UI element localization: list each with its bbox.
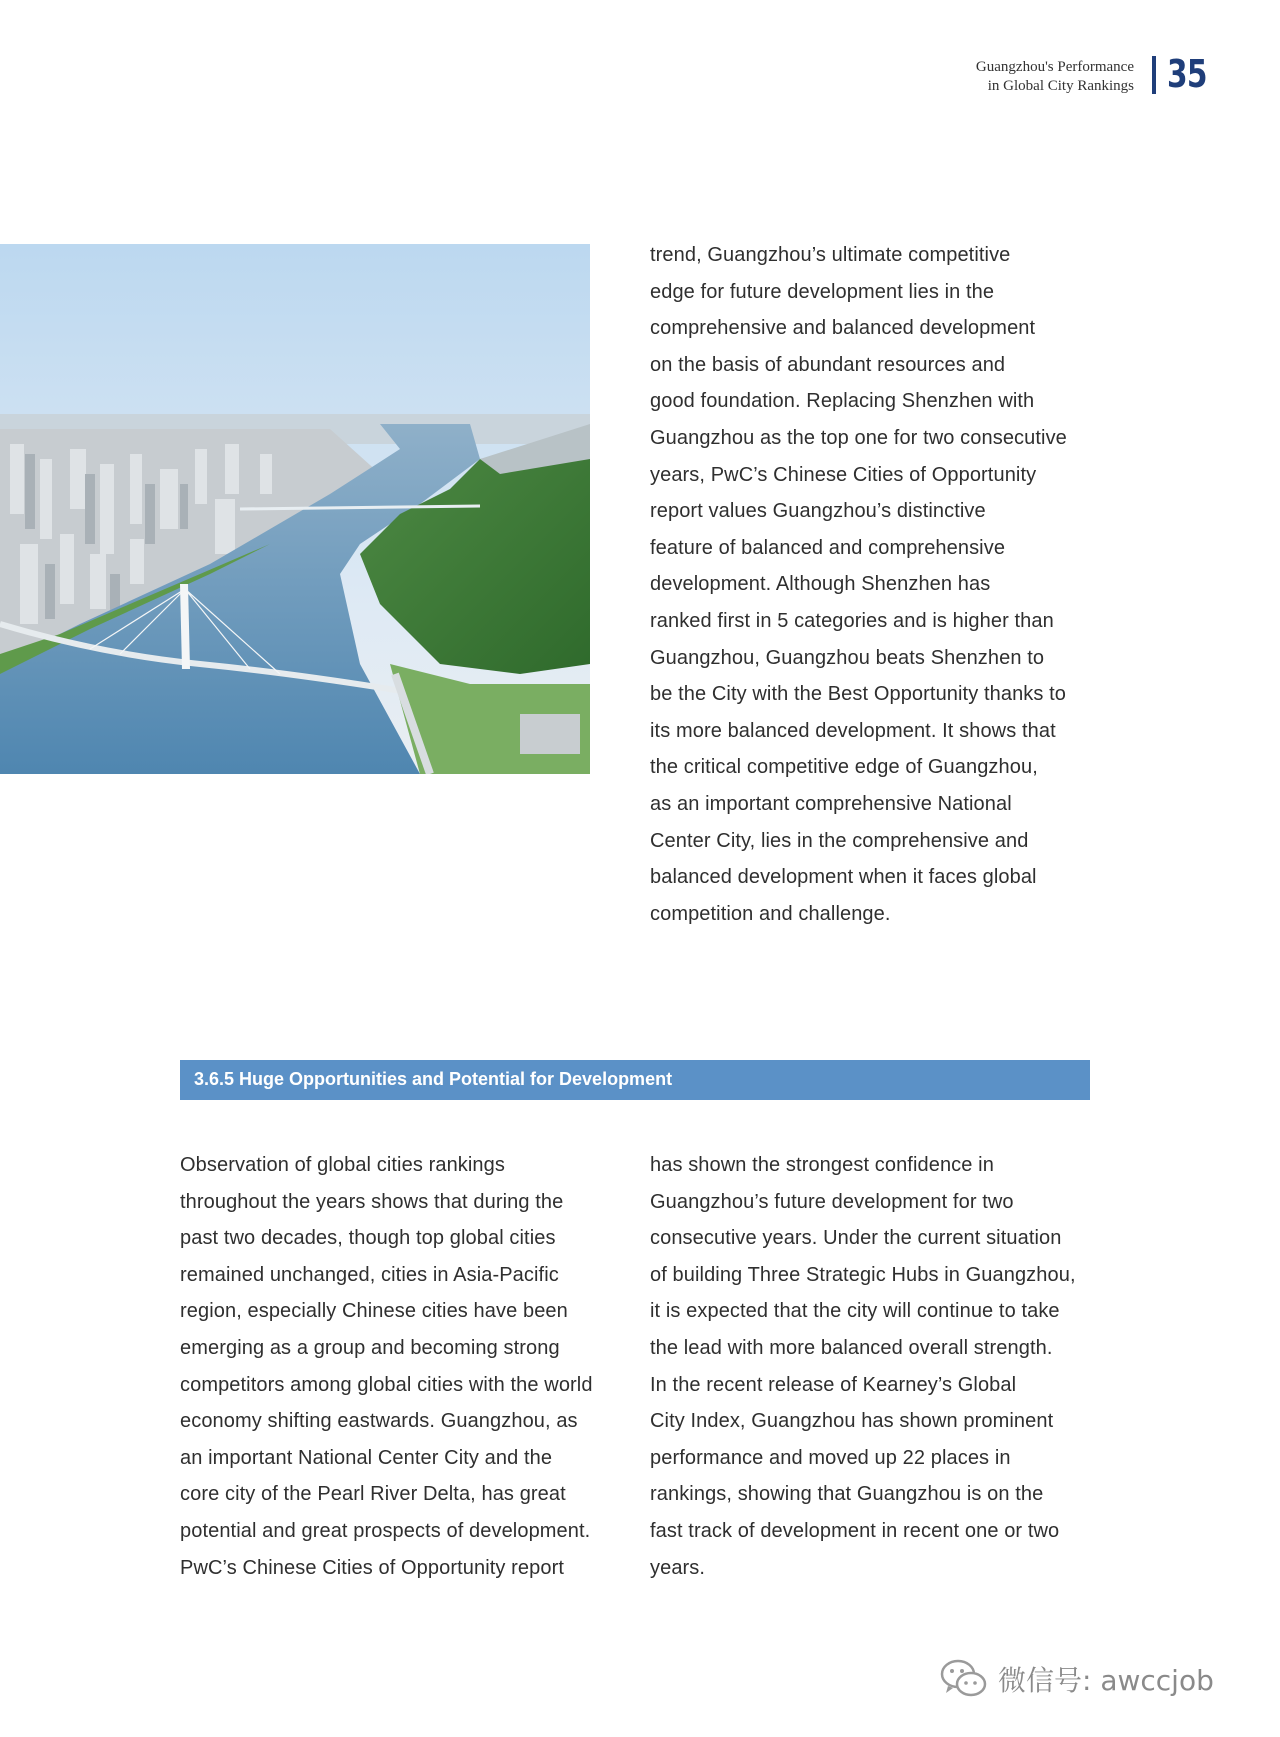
text-line: report values Guangzhou’s distinctive (650, 500, 986, 523)
text-line: City Index, Guangzhou has shown prominent (650, 1410, 1054, 1433)
top-right-paragraph (650, 237, 1100, 932)
text-line: it is expected that the city will continue to take (650, 1300, 1060, 1323)
text-line: economy shifting eastwards. Guangzhou, as (180, 1410, 578, 1433)
text-line: good foundation. Replacing Shenzhen with (650, 390, 1035, 413)
text-line: on the basis of abundant resources and (650, 353, 1006, 376)
text-line: competitors among global cities with the world (180, 1373, 593, 1396)
text-line: Guangzhou as the top one for two consecutive (650, 426, 1067, 449)
text-line: development. Although Shenzhen has (650, 573, 991, 596)
text-line: balanced development when it faces global (650, 866, 1037, 889)
text-line: PwC’s Chinese Cities of Opportunity report (180, 1556, 564, 1579)
running-title-line2: in Global City Rankings (987, 78, 1134, 94)
text-line: past two decades, though top global cities (180, 1227, 556, 1250)
text-line: consecutive years. Under the current situation (650, 1227, 1062, 1250)
text-line: ranked first in 5 categories and is higher than (650, 609, 1054, 632)
running-title-line1: Guangzhou's Performance (975, 59, 1134, 75)
text-line: years, PwC’s Chinese Cities of Opportunity (650, 463, 1037, 486)
text-line: an important National Center City and the (180, 1446, 553, 1469)
watermark-text: 微信号: awccjob (998, 1664, 1214, 1697)
text-line: region, especially Chinese cities have been (180, 1300, 568, 1323)
text-line: its more balanced development. It shows that (650, 719, 1056, 742)
section-heading-bar (180, 1060, 1090, 1100)
text-line: competition and challenge. (650, 902, 891, 925)
text-line: feature of balanced and comprehensive (650, 536, 1006, 559)
header-divider (1152, 56, 1156, 94)
text-line: Center City, lies in the comprehensive and (650, 829, 1029, 852)
page-number: 35 (1167, 52, 1207, 96)
wechat-icon (938, 1656, 990, 1702)
text-line: the lead with more balanced overall strength. (650, 1336, 1053, 1359)
running-header (874, 58, 1134, 96)
text-line: potential and great prospects of development. (180, 1519, 591, 1542)
text-line: be the City with the Best Opportunity thanks to (650, 683, 1067, 706)
text-line: edge for future development lies in the (650, 280, 995, 303)
text-line: Observation of global cities rankings (180, 1154, 505, 1176)
section-title: 3.6.5 Huge Opportunities and Potential for Development (194, 1069, 673, 1089)
bottom-right-paragraph (650, 1147, 1100, 1586)
text-line: the critical competitive edge of Guangzhou, (650, 756, 1038, 779)
text-line: Guangzhou’s future development for two (650, 1190, 1014, 1213)
text-line: emerging as a group and becoming strong (180, 1336, 560, 1359)
text-line: performance and moved up 22 places in (650, 1446, 1011, 1469)
aerial-city-river-photo (0, 244, 590, 774)
text-line: rankings, showing that Guangzhou is on the (650, 1483, 1044, 1506)
wechat-watermark (938, 1656, 1268, 1702)
text-line: of building Three Strategic Hubs in Guangzhou, (650, 1263, 1076, 1286)
text-line: comprehensive and balanced development (650, 317, 1036, 340)
text-line: trend, Guangzhou’s ultimate competitive (650, 244, 1011, 266)
text-line: In the recent release of Kearney’s Global (650, 1373, 1017, 1396)
text-line: remained unchanged, cities in Asia-Pacific (180, 1263, 559, 1286)
text-line: has shown the strongest confidence in (650, 1154, 994, 1176)
text-line: Guangzhou, Guangzhou beats Shenzhen to (650, 646, 1045, 669)
bottom-left-paragraph (180, 1147, 630, 1586)
text-line: core city of the Pearl River Delta, has great (180, 1483, 566, 1506)
text-line: fast track of development in recent one or two (650, 1519, 1060, 1542)
text-line: years. (650, 1556, 706, 1579)
text-line: throughout the years shows that during the (180, 1190, 564, 1213)
text-line: as an important comprehensive National (650, 792, 1012, 815)
